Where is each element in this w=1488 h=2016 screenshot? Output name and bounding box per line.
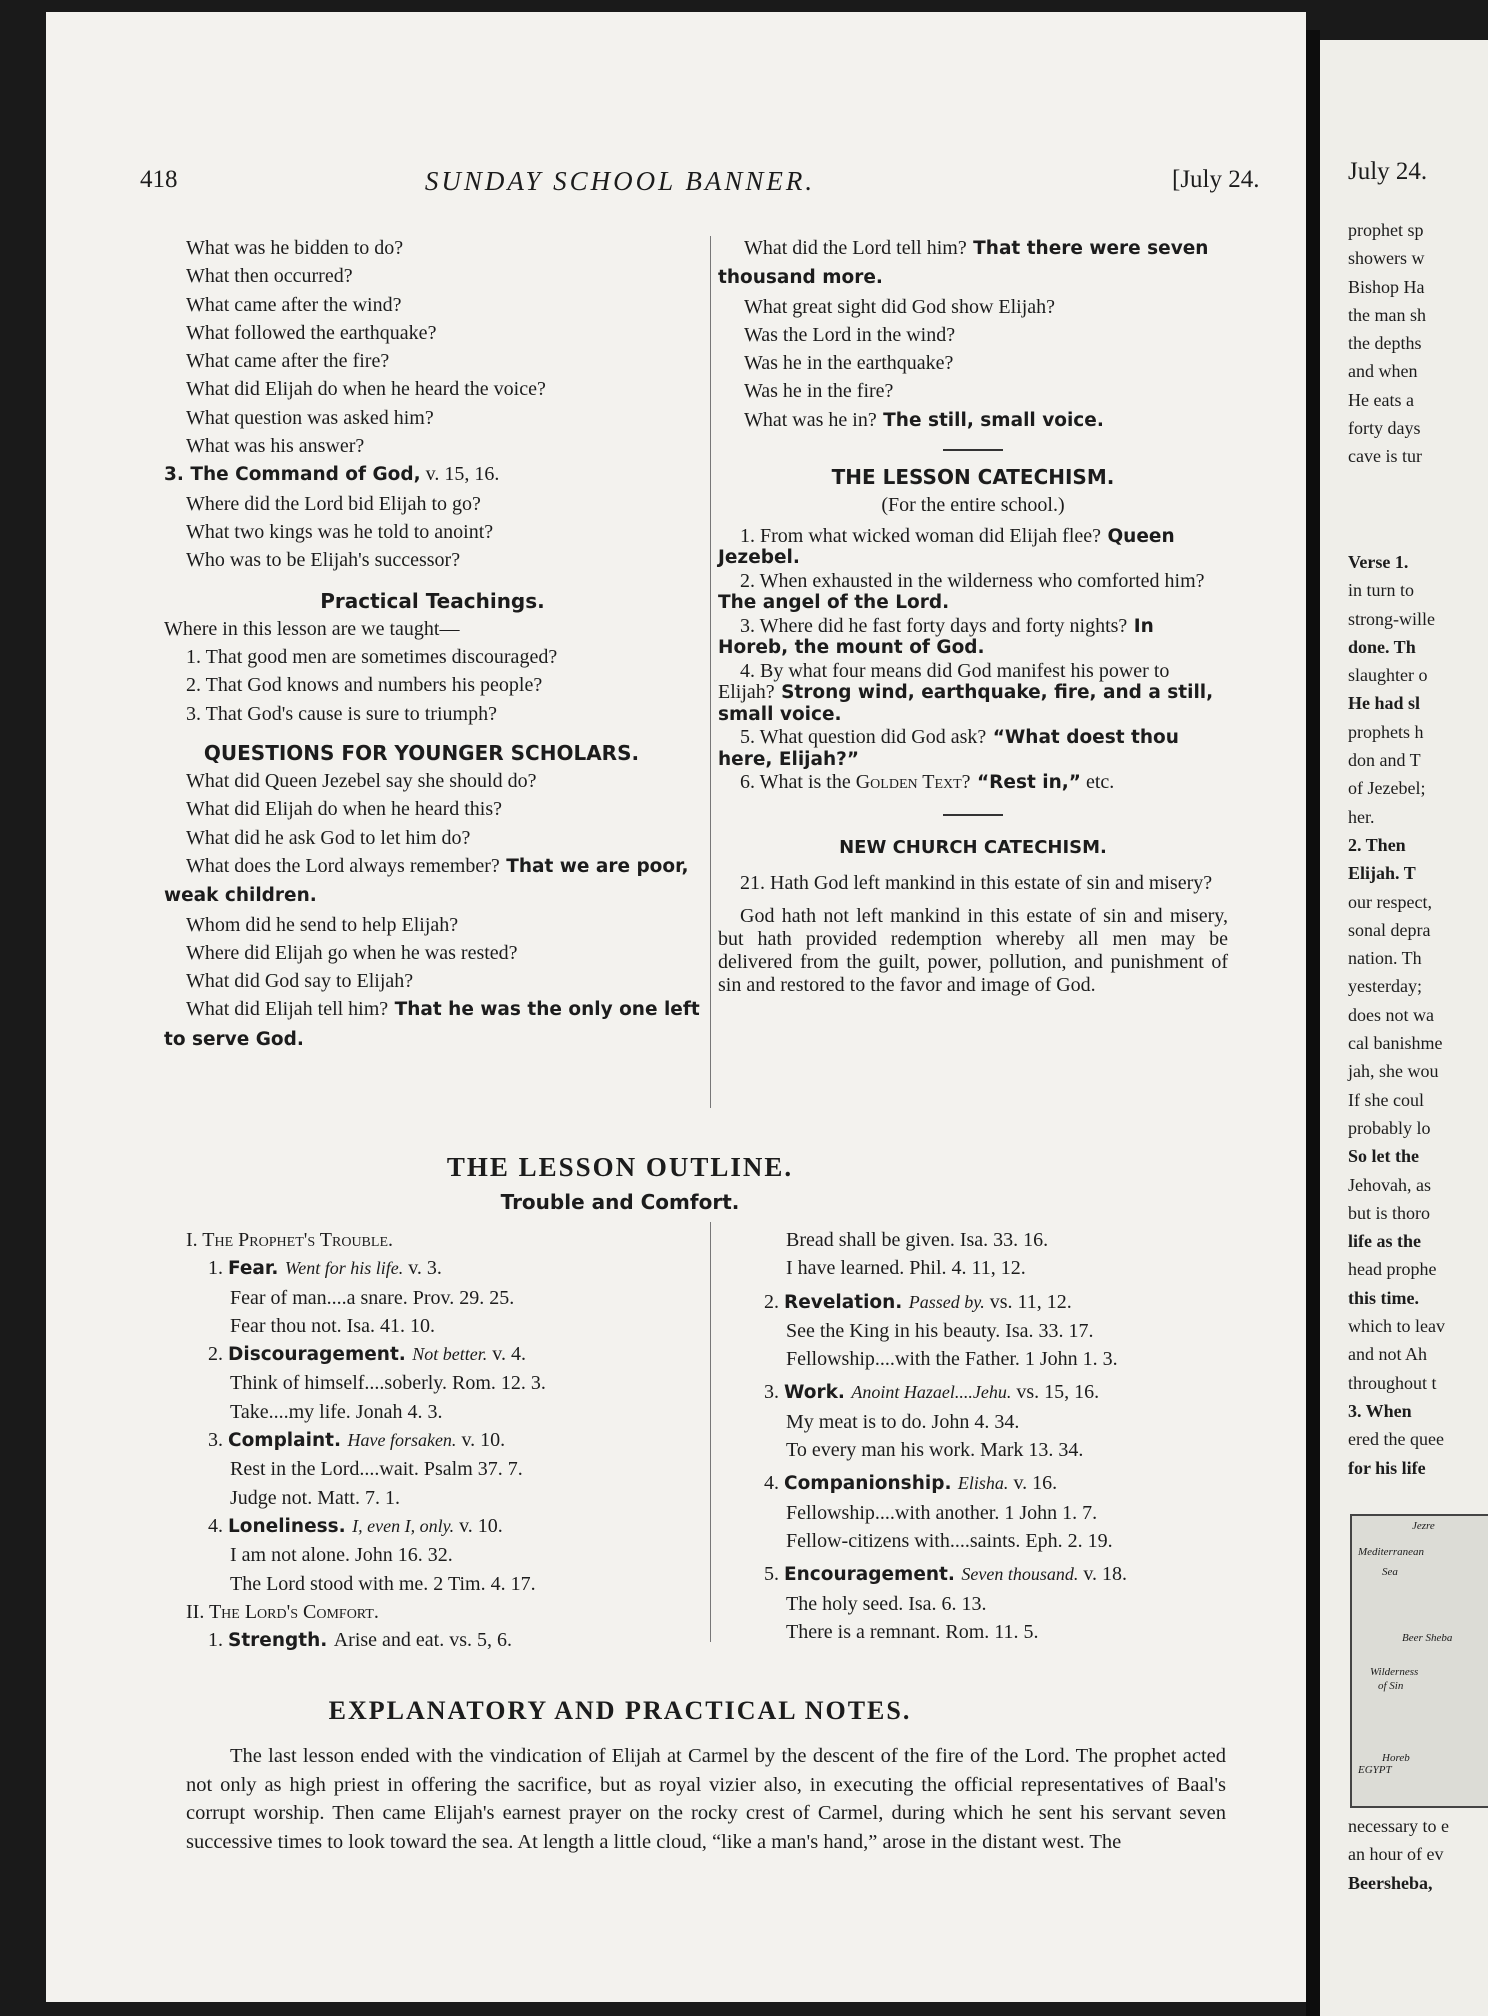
outline-part-title: II. The Lord's Comfort. [186,1600,379,1623]
next-page-text [1348,216,1426,471]
next-page-line: of Jezebel; [1348,778,1426,799]
question: What did the Lord tell him? [744,237,967,259]
outline-heading: Complaint. [228,1430,348,1452]
outline-item-complaint [186,1426,701,1455]
outline-left [186,1226,701,1655]
next-page-line: and when [1348,361,1418,382]
outline-reference: There is a remnant. Rom. 11. 5. [786,1620,1039,1643]
next-page-line: nation. Th [1348,948,1422,969]
outline-ref: v. 18. [1078,1563,1128,1586]
map-label: Sea [1382,1566,1398,1578]
outline-phrase: Seven thousand. [961,1564,1079,1585]
answer: That we are poor, weak children. [164,855,689,907]
question: What was he in? [744,408,877,431]
next-page-line: for his life [1348,1457,1426,1478]
question: Where did Elijah go when he was rested? [186,941,518,964]
outline-phrase: I, even I, only. [352,1515,455,1536]
question: What followed the earthquake? [186,321,437,344]
question: What did Queen Jezebel say she should do? [186,770,537,793]
outline-subtitle: Trouble and Comfort. [500,1190,740,1214]
question-list [186,911,701,996]
section-ref: v. 15, 16. [420,463,500,486]
outline-heading: Fear. [228,1258,285,1280]
right-column [718,234,1228,997]
outline-item-fear [186,1254,701,1283]
outline-reference: Think of himself....soberly. Rom. 12. 3. [230,1372,546,1395]
new-catechism-answer: God hath not left mankind in this estate of sin and misery, but hath provided redemption whereby all men may be delivered from the guilt, power, pollution, and punishment of sin and restored to the favor and image of God. [718,904,1228,996]
question-list [186,767,701,852]
question: Was he in the earthquake? [744,352,954,375]
page-title: SUNDAY SCHOOL BANNER. [424,166,816,196]
next-page-text [1348,1812,1449,1897]
outline-phrase: Went for his life. [284,1258,404,1279]
practical-item: 3. That God's cause is sure to triumph? [186,702,497,725]
catechism-golden-text: Golden Text? [850,771,971,794]
outline-number: 2. [764,1290,784,1313]
outline-text: Arise and eat. vs. 5, 6. [333,1629,513,1652]
outline-reference: I am not alone. John 16. 32. [230,1544,453,1567]
outline-right [764,1226,1234,1646]
catechism-subtitle: (For the entire school.) [881,494,1065,517]
catechism-item [718,772,1228,794]
outline-phrase: Not better. [412,1344,488,1365]
next-page-line: strong-wille [1348,608,1435,629]
next-page-line: showers w [1348,248,1425,269]
outline-reference: Fear thou not. Isa. 41. 10. [230,1314,435,1337]
next-page-line: Jehovah, as [1348,1174,1431,1195]
catechism-question: 2. When exhausted in the wilderness who comforted him? [740,569,1205,592]
catechism-answer: “What doest thou here, Elijah?” [718,727,1179,770]
outline-number: 4. [764,1472,784,1495]
outline-heading: Companionship. [784,1473,958,1495]
question: What did God say to Elijah? [186,970,414,993]
younger-title: QUESTIONS FOR YOUNGER SCHOLARS. [203,741,640,766]
practical-item: 1. That good men are sometimes discouraged? [186,646,558,669]
map-label: Jezre [1412,1520,1435,1532]
outline-ref: v. 4. [487,1343,526,1366]
outline-reference: Fellowship....with another. 1 John 1. 7. [786,1501,1098,1524]
map-label: Wilderness [1370,1666,1419,1678]
question: Was the Lord in the wind? [744,323,956,346]
question: Where did the Lord bid Elijah to go? [186,492,481,515]
next-page-line: 2. Then [1348,834,1406,855]
outline-ref: vs. 11, 12. [984,1290,1072,1313]
next-page-line: 3. When [1348,1400,1412,1421]
practical-title: Practical Teachings. [320,588,545,613]
outline-reference: I have learned. Phil. 4. 11, 12. [786,1257,1026,1280]
outline-item-revelation [764,1288,1234,1317]
outline-reference: Take....my life. Jonah 4. 3. [230,1400,443,1423]
question-list [186,234,701,460]
next-page-line: throughout t [1348,1372,1437,1393]
outline-number: 1. [208,1257,228,1280]
next-page-line: done. Th [1348,636,1416,657]
next-page-line: life as the [1348,1231,1421,1252]
map-illustration [1350,1514,1488,1808]
catechism-list [718,526,1228,794]
question: What was he bidden to do? [186,237,404,259]
outline-number: 5. [764,1563,784,1586]
map-label: EGYPT [1358,1764,1392,1776]
catechism-answer: The angel of the Lord. [718,592,950,614]
question: Who was to be Elijah's successor? [186,549,461,572]
map-label: Mediterranean [1358,1546,1424,1558]
catechism-question: 5. What question did God ask? [740,726,987,749]
page-number: 418 [140,166,178,193]
question: What did Elijah do when he heard this? [186,798,503,821]
outline-item-discouragement [186,1340,701,1369]
outline-heading: Strength. [228,1630,334,1652]
column-divider [710,1222,711,1642]
outline-item-companionship [764,1469,1234,1498]
outline-item-strength [186,1626,701,1655]
next-page-line: yesterday; [1348,976,1422,997]
question: What did Elijah do when he heard the voice? [186,378,546,401]
outline-phrase: Elisha. [957,1473,1009,1494]
next-page-line: this time. [1348,1287,1419,1308]
map-label: Horeb [1382,1752,1410,1764]
outline-ref: v. 10. [454,1514,503,1537]
next-page-line: probably lo [1348,1117,1431,1138]
next-page-line: the man sh [1348,304,1426,325]
outline-part-title: I. The Prophet's Trouble. [186,1229,393,1251]
next-page-line: cal banishme [1348,1033,1443,1054]
outline-ref: v. 3. [403,1257,442,1280]
next-page-line: which to leav [1348,1316,1445,1337]
outline-item-loneliness [186,1512,701,1541]
next-page-line: He eats a [1348,389,1414,410]
outline-reference: Bread shall be given. Isa. 33. 16. [786,1229,1049,1251]
answer: The still, small voice. [876,409,1104,431]
next-page-line: an hour of ev [1348,1844,1444,1865]
notes-paragraph: The last lesson ended with the vindication of Elijah at Carmel by the descent of the fire of the Lord. The prophet acted not only as high priest in offering the sacrifice, but as royal vizier also, in executing the official representatives of Baal's corrupt worship. Then came Elijah's earnest prayer on the rocky crest of Carmel, during which he sent his servant seven successive times to look toward the sea. At length a little cloud, “like a man's hand,” arose in the distant west. The [186,1745,1226,1853]
left-column [164,234,701,1054]
outline-number: 1. [208,1629,228,1652]
outline-reference: The Lord stood with me. 2 Tim. 4. 17. [230,1572,536,1595]
next-page-line: don and T [1348,750,1421,771]
next-page-line: He had sl [1348,693,1421,714]
next-page-line: cave is tur [1348,446,1422,467]
map-label: Beer Sheba [1402,1632,1453,1644]
outline-number: 2. [208,1343,228,1366]
practical-list [186,643,701,728]
catechism-answer: Queen Jezebel. [718,525,1175,569]
outline-heading: Revelation. [784,1291,909,1313]
catechism-answer: In Horeb, the mount of God. [718,615,1154,659]
outline-phrase: Anoint Hazael....Jehu. [851,1382,1012,1403]
outline-number: 3. [208,1429,228,1452]
outline-heading: Discouragement. [228,1344,413,1366]
next-page-line: If she coul [1348,1089,1424,1110]
next-page-line: Beersheba, [1348,1872,1433,1893]
next-page-line: does not wa [1348,1004,1434,1025]
question: What then occurred? [186,265,353,288]
outline-item-encouragement [764,1560,1234,1589]
catechism-title: THE LESSON CATECHISM. [831,465,1115,490]
column-divider [710,236,711,1108]
next-page-line: So let the [1348,1146,1419,1167]
answer: That he was the only one left to serve God. [164,999,700,1050]
outline-number: 3. [764,1381,784,1404]
question: What did he ask God to let him do? [186,826,471,849]
question: What question was asked him? [186,406,434,429]
catechism-answer: Strong wind, earthquake, fire, and a still, small voice. [718,682,1214,725]
question: What came after the fire? [186,350,390,373]
next-page-line: Verse 1. [1348,552,1409,572]
answer: That there were seven thousand more. [718,238,1209,289]
next-page-line: Elijah. T [1348,863,1416,884]
outline-ref: vs. 15, 16. [1011,1381,1100,1404]
outline-reference: To every man his work. Mark 13. 34. [786,1439,1084,1462]
next-page-line: the depths [1348,333,1422,354]
outline-heading: Loneliness. [228,1515,353,1537]
next-page-line: forty days [1348,418,1421,439]
outline-phrase: Passed by. [908,1291,985,1312]
question: What came after the wind? [186,293,402,316]
page-date: [July 24. [1172,166,1260,193]
catechism-question: 6. What is the [740,771,851,794]
next-page-line: our respect, [1348,891,1432,912]
practical-item: 2. That God knows and numbers his people? [186,674,543,697]
question: What two kings was he told to anoint? [186,520,494,543]
question: What did Elijah tell him? [186,998,389,1021]
next-page-line: head prophe [1348,1259,1437,1280]
outline-heading: Encouragement. [784,1564,962,1586]
outline-reference: See the King in his beauty. Isa. 33. 17. [786,1319,1094,1342]
catechism-item [718,526,1228,569]
outline-item-work [764,1378,1234,1407]
next-page-line: prophets h [1348,721,1424,742]
next-page-line: necessary to e [1348,1816,1449,1836]
next-page-line: slaughter o [1348,665,1428,686]
question: What great sight did God show Elijah? [744,295,1056,318]
next-page-line: in turn to [1348,580,1414,601]
outline-number: 4. [208,1514,228,1537]
notes-title: EXPLANATORY AND PRACTICAL NOTES. [328,1696,912,1725]
question: Whom did he send to help Elijah? [186,913,459,936]
next-page-line: her. [1348,806,1375,827]
next-page [1320,40,1488,2016]
catechism-question: 1. From what wicked woman did Elijah flee? [740,524,1102,547]
outline-reference: Rest in the Lord....wait. Psalm 37. 7. [230,1458,523,1481]
book-spine [1306,30,1320,2016]
next-page-line: and not Ah [1348,1344,1427,1365]
catechism-tail: etc. [1080,771,1115,794]
catechism-answer: “Rest in,” [970,772,1081,794]
outline-ref: v. 16. [1008,1472,1058,1495]
question-list [718,293,1228,406]
outline-heading: Work. [784,1382,852,1404]
new-catechism-title: NEW CHURCH CATECHISM. [839,836,1107,858]
practical-intro: Where in this lesson are we taught— [164,617,460,640]
next-page-line: but is thoro [1348,1202,1431,1223]
catechism-question: 4. By what four means did God manifest his power to Elijah? [718,659,1170,704]
question-list [186,490,701,575]
outline-reference: My meat is to do. John 4. 34. [786,1410,1020,1433]
outline-title: THE LESSON OUTLINE. [446,1152,794,1182]
next-page-text [1348,548,1445,1482]
catechism-question: 3. Where did he fast forty days and forty nights? [740,614,1128,637]
outline-reference: Fear of man....a snare. Prov. 29. 25. [230,1286,515,1309]
next-page-line: sonal depra [1348,919,1431,940]
next-page-line: Bishop Ha [1348,276,1425,297]
next-page-line: jah, she wou [1348,1061,1439,1082]
divider-rule [943,449,1003,451]
outline-phrase: Have forsaken. [347,1430,457,1451]
catechism-item [718,571,1228,614]
map-label: of Sin [1378,1680,1404,1692]
question: Was he in the fire? [744,380,894,403]
section-title: 3. The Command of God, [164,464,421,486]
catechism-item [718,727,1228,770]
outline-reference: The holy seed. Isa. 6. 13. [786,1592,987,1615]
divider-rule [943,814,1003,816]
question: What does the Lord always remember? [186,854,500,877]
question: What was his answer? [186,435,365,458]
next-page-line: ered the quee [1348,1429,1444,1450]
outline-reference: Fellowship....with the Father. 1 John 1. 3. [786,1348,1118,1371]
outline-ref: v. 10. [456,1429,506,1452]
new-catechism-question: 21. Hath God left mankind in this estate of sin and misery? [740,871,1213,894]
outline-reference: Fellow-citizens with....saints. Eph. 2. 19. [786,1529,1113,1552]
catechism-item [718,661,1228,726]
next-page-line: prophet sp [1348,220,1424,240]
outline-reference: Judge not. Matt. 7. 1. [230,1486,400,1509]
catechism-item [718,616,1228,659]
next-page-header: July 24. [1348,158,1428,185]
